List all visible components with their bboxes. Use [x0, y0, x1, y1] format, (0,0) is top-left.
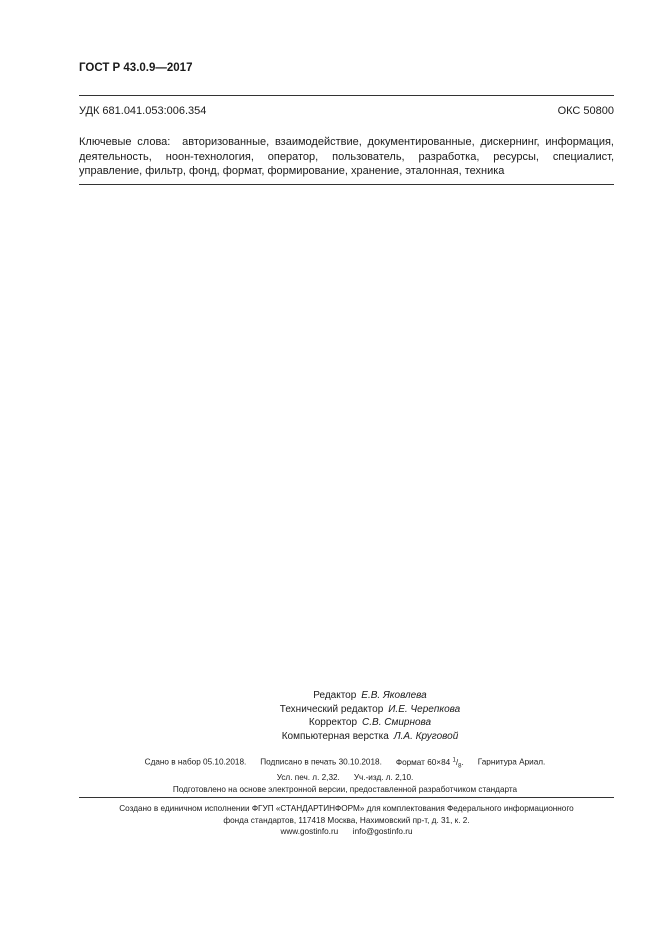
credit-name: И.Е. Черепкова [388, 703, 461, 715]
imprint-format: Формат 60×84 $^1/_8$. [395, 757, 464, 770]
credit-role: Технический редактор [279, 703, 384, 715]
credits-block [160, 689, 580, 743]
keywords-divider [79, 184, 614, 185]
imprint-sent: Сдано в набор 05.10.2018. [144, 757, 247, 767]
publisher-block [79, 803, 614, 838]
keywords-block [79, 135, 614, 179]
udc-code: УДК 681.041.053:006.354 [79, 105, 207, 117]
document-code: ГОСТ Р 43.0.9—2017 [79, 62, 193, 74]
credit-corrector [160, 716, 580, 730]
format-numerator: 1 [452, 757, 456, 763]
imprint-edsheets: Уч.-изд. л. 2,10. [353, 773, 414, 783]
publisher-contacts [79, 826, 614, 838]
format-prefix: Формат 60×84 [395, 757, 451, 767]
top-divider [79, 95, 614, 96]
publisher-line-2: фонда стандартов, 117418 Москва, Нахимовский пр-т, д. 31, к. 2. [223, 815, 470, 825]
imprint-block [100, 754, 590, 796]
publisher-line-1: Создано в единичном исполнении ФГУП «СТАНДАРТИНФОРМ» для комплектования Федерального информационного [119, 804, 574, 813]
publisher-site-link[interactable]: www.gostinfo.ru [280, 827, 339, 836]
keywords-text: авторизованные, взаимодействие, документированные, дискернинг, информация, деятельность, ноон-технология, оператор, пользователь, разработка, ресурсы, специалист, управление, фильтр, фонд, формат, формирование, хранение, эталонная, техника [79, 136, 614, 177]
format-denominator: 8 [458, 763, 462, 770]
imprint-sheets: Усл. печ. л. 2,32. [276, 773, 340, 783]
imprint-line-1 [100, 754, 590, 772]
publisher-email-link[interactable]: info@gostinfo.ru [352, 827, 413, 836]
credit-role: Корректор [308, 717, 358, 728]
keywords-label: Ключевые слова: [79, 136, 171, 148]
imprint-line-2 [100, 772, 590, 784]
imprint-signed: Подписано в печать 30.10.2018. [260, 757, 382, 767]
credit-name: С.В. Смирнова [362, 717, 432, 728]
credit-name: Е.В. Яковлева [361, 690, 427, 701]
credit-name: Л.А. Круговой [393, 730, 459, 742]
publisher-divider [79, 797, 614, 798]
credit-tech-editor [160, 703, 580, 717]
oks-code: ОКС 50800 [557, 105, 614, 117]
credit-role: Компьютерная верстка [281, 730, 389, 742]
credit-role: Редактор [313, 690, 357, 701]
credit-editor [160, 689, 580, 703]
imprint-font: Гарнитура Ариал. [477, 757, 546, 767]
credit-layout [160, 730, 580, 744]
imprint-prepared: Подготовлено на основе электронной версии, предоставленной разработчиком стандарта [172, 785, 518, 795]
